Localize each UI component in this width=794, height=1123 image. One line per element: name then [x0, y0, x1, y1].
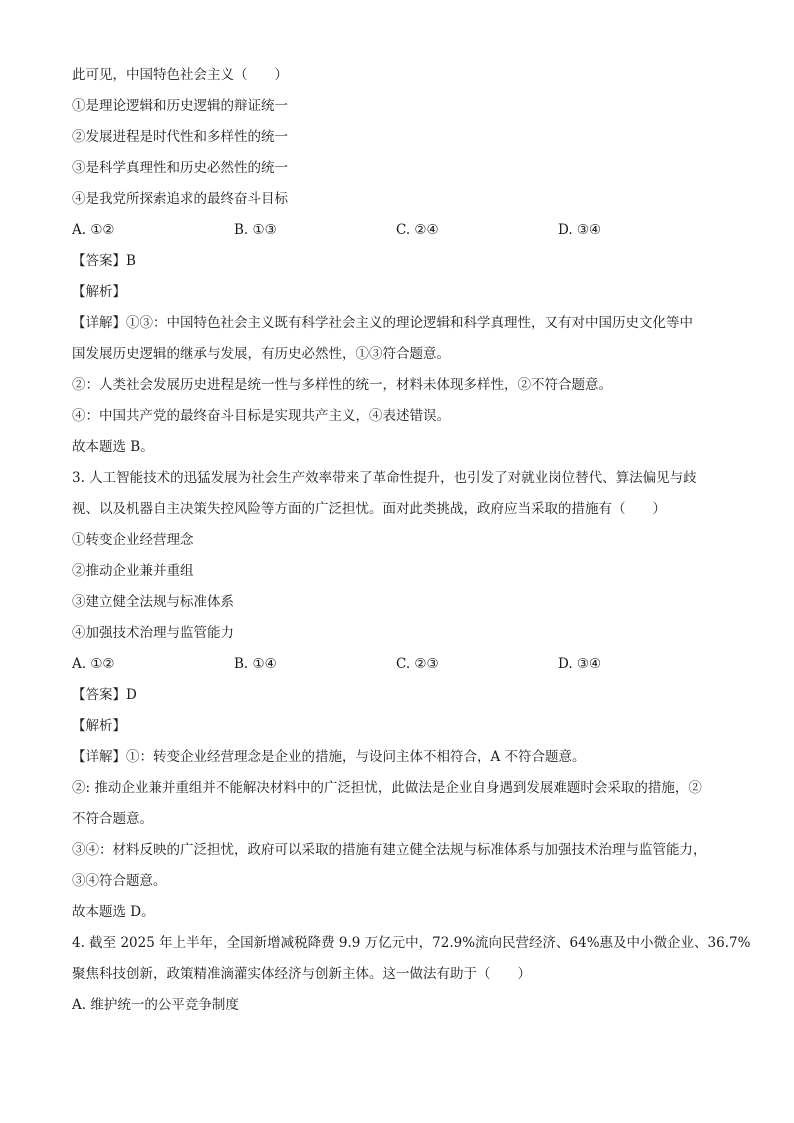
- exam-page: [72, 60, 751, 1021]
- q2-detail-line-4: ④：中国共产党的最终奋斗目标是实现共产主义，④表述错误。: [72, 408, 450, 424]
- q2-option-d: D. ③④: [558, 222, 602, 238]
- q3-analysis-label: 【解析】: [72, 718, 126, 734]
- q4-option-a: A. 维护统一的公平竞争制度: [72, 997, 239, 1013]
- q2-stem-tail: 此可见，中国特色社会主义（ ）: [72, 67, 288, 83]
- q3-detail-line-6: 故本题选 D。: [72, 904, 155, 920]
- q3-detail-line-1: 【详解】①：转变企业经营理念是企业的措施，与设问主体不相符合，A 不符合题意。: [72, 749, 586, 765]
- q2-item-2: ②发展进程是时代性和多样性的统一: [72, 129, 288, 145]
- q2-option-a: A. ①②: [72, 222, 115, 238]
- q2-detail-line-3: ②：人类社会发展历史进程是统一性与多样性的统一，材料未体现多样性，②不符合题意。: [72, 377, 612, 393]
- q2-detail-line-2: 国发展历史逻辑的继承与发展，有历史必然性，①③符合题意。: [72, 346, 450, 362]
- q2-options: [72, 215, 732, 246]
- q3-detail-line-4: ③④：材料反映的广泛担忧，政府可以采取的措施有建立健全法规与标准体系与加强技术治理与监管能力，: [72, 842, 707, 858]
- q3-option-c: C. ②③: [396, 656, 439, 672]
- q3-option-a: A. ①②: [72, 656, 115, 672]
- q3-detail-line-3: 不符合题意。: [72, 811, 153, 827]
- q4-stem-line-2: 聚焦科技创新，政策精准滴灌实体经济与创新主体。这一做法有助于（ ）: [72, 966, 531, 982]
- q2-item-4: ④是我党所探索追求的最终奋斗目标: [72, 191, 288, 207]
- q4-stem-line-1: 4. 截至 2025 年上半年，全国新增减税降费 9.9 万亿元中，72.9%流向民营经济、64%惠及中小微企业、36.7%: [72, 935, 751, 951]
- q3-item-2: ②推动企业兼并重组: [72, 563, 194, 579]
- q3-item-1: ①转变企业经营理念: [72, 532, 194, 548]
- q3-stem-line-2: 视、以及机器自主决策失控风险等方面的广泛担忧。面对此类挑战，政府应当采取的措施有（ ）: [72, 501, 666, 517]
- q3-item-3: ③建立健全法规与标准体系: [72, 594, 234, 610]
- q3-detail-line-5: ③④符合题意。: [72, 873, 167, 889]
- q3-option-d: D. ③④: [558, 656, 602, 672]
- q3-answer: 【答案】D: [72, 687, 137, 703]
- q3-detail-line-2: ②: 推动企业兼并重组并不能解决材料中的广泛担忧，此做法是企业自身遇到发展难题时会采取的措施，②: [72, 780, 702, 796]
- q3-stem-line-1: 3. 人工智能技术的迅猛发展为社会生产效率带来了革命性提升，也引发了对就业岗位替代、算法偏见与歧: [72, 470, 697, 486]
- q2-detail-line-1: 【详解】①③：中国特色社会主义既有科学社会主义的理论逻辑和科学真理性，又有对中国历史文化等中: [72, 315, 693, 331]
- q2-item-1: ①是理论逻辑和历史逻辑的辩证统一: [72, 98, 288, 114]
- q2-option-c: C. ②④: [396, 222, 439, 238]
- q3-option-b: B. ①④: [234, 656, 277, 672]
- q2-analysis-label: 【解析】: [72, 284, 126, 300]
- q2-option-b: B. ①③: [234, 222, 277, 238]
- q2-detail-line-5: 故本题选 B。: [72, 439, 154, 455]
- q2-answer: 【答案】B: [72, 253, 136, 269]
- q3-item-4: ④加强技术治理与监管能力: [72, 625, 234, 641]
- q2-item-3: ③是科学真理性和历史必然性的统一: [72, 160, 288, 176]
- q3-options: [72, 649, 732, 680]
